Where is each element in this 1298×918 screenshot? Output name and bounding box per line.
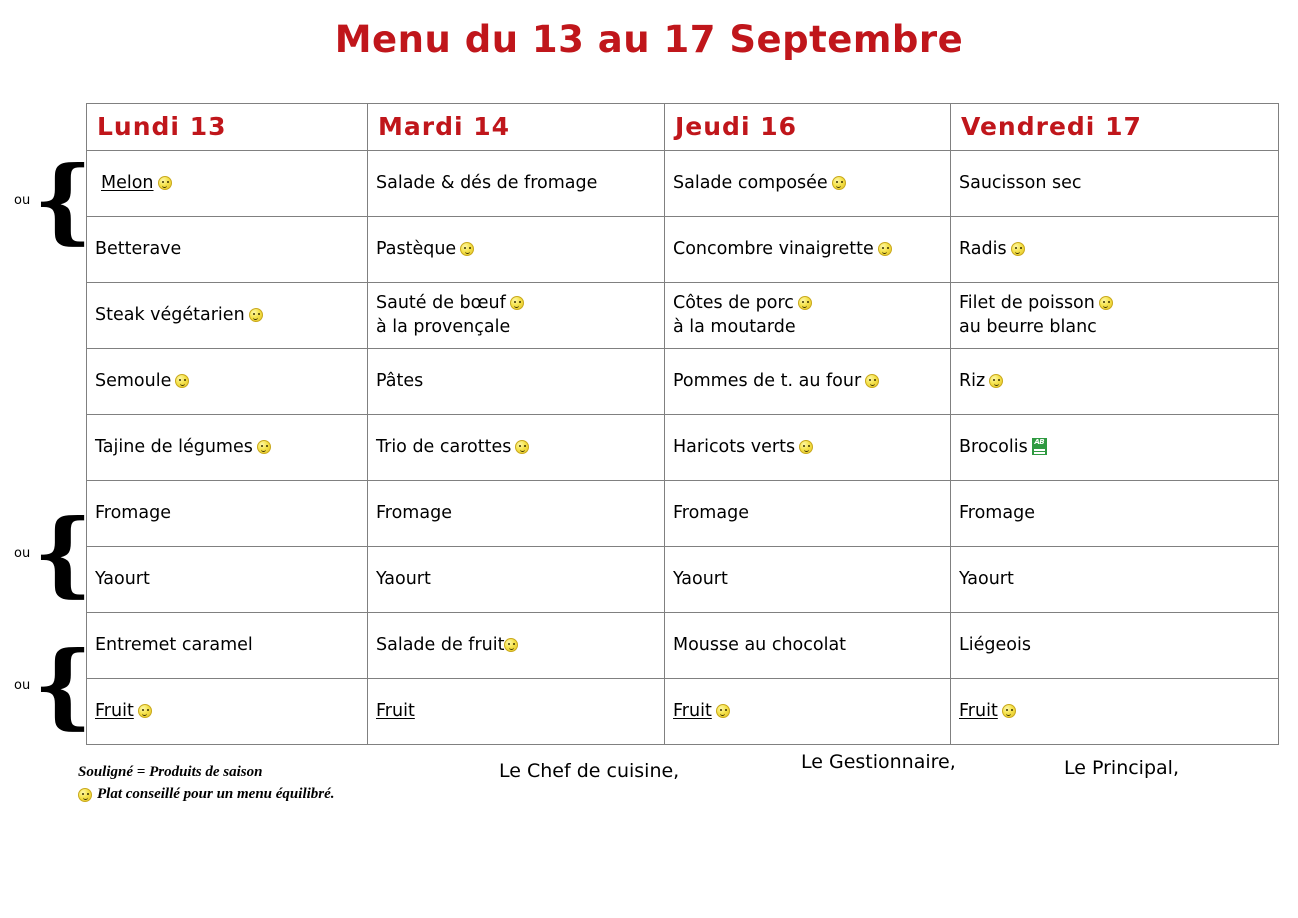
menu-cell — [87, 679, 368, 745]
menu-item-line — [673, 238, 942, 262]
menu-item-line — [95, 568, 359, 592]
menu-item-line — [959, 292, 1270, 316]
smiley-icon — [798, 296, 812, 310]
menu-cell — [368, 679, 665, 745]
menu-item-line — [959, 634, 1270, 658]
menu-item-line — [673, 370, 942, 394]
smiley-icon — [515, 440, 529, 454]
ab-organic-logo-icon: AB — [1032, 438, 1047, 455]
curly-brace-icon: { — [33, 631, 93, 739]
smiley-icon — [249, 308, 263, 322]
menu-table — [86, 103, 1279, 745]
menu-item-text: Fromage — [959, 502, 1035, 523]
menu-item-line — [673, 634, 942, 658]
menu-cell — [951, 415, 1279, 481]
menu-cell — [87, 415, 368, 481]
ou-brace-entrees — [14, 146, 93, 254]
menu-cell — [665, 349, 951, 415]
menu-table-body — [87, 151, 1279, 745]
menu-item-line — [376, 634, 656, 658]
menu-row-entree-2 — [87, 217, 1279, 283]
ou-label: ou — [14, 193, 31, 209]
legend-line-souligne — [78, 762, 335, 784]
menu-cell — [87, 547, 368, 613]
menu-row-laitage-2 — [87, 547, 1279, 613]
menu-item-line — [95, 502, 359, 526]
menu-cell — [368, 151, 665, 217]
ou-label: ou — [14, 678, 31, 694]
menu-item-line — [376, 316, 656, 340]
menu-item-line — [376, 292, 656, 316]
menu-item-line — [376, 568, 656, 592]
menu-cell — [368, 283, 665, 349]
menu-item-text: Saucisson sec — [959, 172, 1082, 193]
menu-item-line — [959, 568, 1270, 592]
menu-row-entree-1 — [87, 151, 1279, 217]
smiley-icon — [460, 242, 474, 256]
smiley-icon — [158, 176, 172, 190]
menu-cell — [87, 283, 368, 349]
smiley-icon — [175, 374, 189, 388]
menu-cell — [368, 613, 665, 679]
column-header-vendredi: Vendredi 17 — [951, 104, 1279, 151]
column-header-mardi: Mardi 14 — [368, 104, 665, 151]
menu-table-container — [86, 103, 1278, 745]
menu-item-line — [673, 436, 942, 460]
smiley-icon — [799, 440, 813, 454]
menu-item-line — [376, 700, 656, 724]
menu-item-text: Pastèque — [376, 238, 457, 259]
menu-item-text: Yaourt — [95, 568, 150, 589]
menu-item-line — [95, 304, 359, 328]
menu-item-text: Salade & dés de fromage — [376, 172, 598, 193]
legend — [78, 762, 335, 806]
smiley-icon — [504, 638, 518, 652]
menu-cell — [951, 613, 1279, 679]
menu-item-line — [376, 436, 656, 460]
menu-cell — [951, 151, 1279, 217]
menu-item-text: au beurre blanc — [959, 316, 1097, 337]
smiley-icon — [257, 440, 271, 454]
menu-cell — [368, 547, 665, 613]
menu-item-text: Yaourt — [673, 568, 728, 589]
menu-item-text: Entremet caramel — [95, 634, 253, 655]
menu-cell — [665, 481, 951, 547]
ou-brace-desserts — [14, 631, 93, 739]
signature-principal: Le Principal, — [1064, 757, 1179, 779]
menu-item-text: Mousse au chocolat — [673, 634, 847, 655]
smiley-icon — [1099, 296, 1113, 310]
menu-item-text: Radis — [959, 238, 1007, 259]
menu-cell — [951, 679, 1279, 745]
menu-item-line — [95, 436, 359, 460]
menu-item-line — [95, 700, 359, 724]
menu-cell — [368, 349, 665, 415]
smiley-icon — [1002, 704, 1016, 718]
menu-row-legume — [87, 415, 1279, 481]
legend-smiley-text: Plat conseillé pour un menu équilibré. — [97, 785, 335, 802]
menu-item-line — [376, 238, 656, 262]
menu-cell — [951, 547, 1279, 613]
menu-item-line — [95, 370, 359, 394]
menu-cell — [87, 217, 368, 283]
menu-cell — [665, 679, 951, 745]
menu-item-text: Fromage — [673, 502, 749, 523]
menu-item-line — [959, 436, 1270, 460]
menu-item-line — [673, 172, 942, 196]
smiley-icon — [832, 176, 846, 190]
menu-item-line — [673, 568, 942, 592]
menu-item-text: Filet de poisson — [959, 292, 1095, 313]
menu-item-text: Liégeois — [959, 634, 1031, 655]
page-title: Menu du 13 au 17 Septembre — [334, 18, 964, 61]
menu-item-line — [673, 316, 942, 340]
menu-item-text: Fruit — [376, 700, 415, 721]
smiley-icon — [716, 704, 730, 718]
column-header-jeudi: Jeudi 16 — [665, 104, 951, 151]
curly-brace-icon: { — [33, 499, 93, 607]
menu-item-text: Steak végétarien — [95, 304, 245, 325]
menu-item-text: à la moutarde — [673, 316, 796, 337]
ou-label: ou — [14, 546, 31, 562]
menu-cell — [665, 283, 951, 349]
menu-item-text: Trio de carottes — [376, 436, 512, 457]
menu-cell — [665, 547, 951, 613]
menu-cell — [951, 349, 1279, 415]
menu-item-text: Yaourt — [959, 568, 1014, 589]
menu-item-line — [673, 700, 942, 724]
menu-row-plat — [87, 283, 1279, 349]
smiley-icon — [989, 374, 1003, 388]
menu-item-text: Riz — [959, 370, 986, 391]
menu-cell — [951, 481, 1279, 547]
menu-item-text: Fromage — [95, 502, 171, 523]
menu-row-feculent — [87, 349, 1279, 415]
menu-item-line — [376, 172, 656, 196]
column-header-lundi: Lundi 13 — [87, 104, 368, 151]
smiley-icon — [510, 296, 524, 310]
menu-item-text: Pommes de t. au four — [673, 370, 862, 391]
menu-cell — [368, 481, 665, 547]
menu-item-text: Salade composée — [673, 172, 828, 193]
menu-item-line — [376, 502, 656, 526]
menu-item-text: Haricots verts — [673, 436, 796, 457]
menu-item-line — [673, 502, 942, 526]
menu-cell — [87, 349, 368, 415]
menu-cell — [87, 481, 368, 547]
menu-item-line — [673, 292, 942, 316]
menu-cell — [665, 151, 951, 217]
menu-item-text: Brocolis — [959, 436, 1028, 457]
legend-souligne-text: Souligné = Produits de saison — [78, 764, 263, 780]
menu-cell — [368, 415, 665, 481]
menu-row-laitage-1 — [87, 481, 1279, 547]
ou-brace-laitages — [14, 499, 93, 607]
menu-item-text: Pâtes — [376, 370, 424, 391]
menu-cell — [665, 217, 951, 283]
menu-item-text: Fruit — [959, 700, 998, 721]
smiley-icon — [865, 374, 879, 388]
menu-cell — [951, 217, 1279, 283]
table-header-row — [87, 104, 1279, 151]
menu-item-text: à la provençale — [376, 316, 511, 337]
menu-cell — [87, 151, 368, 217]
menu-cell — [87, 613, 368, 679]
menu-cell — [951, 283, 1279, 349]
smiley-icon — [878, 242, 892, 256]
menu-item-text: Salade de fruit — [376, 634, 505, 655]
menu-item-text: Côtes de porc — [673, 292, 794, 313]
menu-cell — [665, 415, 951, 481]
menu-item-line — [959, 700, 1270, 724]
menu-item-line — [959, 370, 1270, 394]
menu-item-line — [95, 238, 359, 262]
menu-cell — [665, 613, 951, 679]
menu-item-text: Yaourt — [376, 568, 431, 589]
menu-item-text: Betterave — [95, 238, 182, 259]
menu-item-text: Melon — [101, 172, 154, 193]
menu-item-text: Concombre vinaigrette — [673, 238, 874, 259]
signature-gestionnaire: Le Gestionnaire, — [801, 751, 956, 773]
curly-brace-icon: { — [33, 146, 93, 254]
menu-item-text: Sauté de bœuf — [376, 292, 506, 313]
menu-item-text: Tajine de légumes — [95, 436, 253, 457]
menu-item-text: Semoule — [95, 370, 172, 391]
menu-row-dessert-2 — [87, 679, 1279, 745]
menu-item-line — [959, 238, 1270, 262]
menu-item-line — [959, 172, 1270, 196]
menu-item-text: Fruit — [673, 700, 712, 721]
menu-item-line — [95, 172, 359, 196]
menu-item-text: Fruit — [95, 700, 134, 721]
menu-row-dessert-1 — [87, 613, 1279, 679]
legend-line-smiley — [78, 784, 335, 806]
smiley-icon — [138, 704, 152, 718]
menu-item-text: Fromage — [376, 502, 452, 523]
menu-cell — [368, 217, 665, 283]
menu-item-line — [376, 370, 656, 394]
smiley-icon — [78, 788, 92, 802]
menu-item-line — [959, 502, 1270, 526]
signature-chef-de-cuisine: Le Chef de cuisine, — [499, 760, 680, 782]
smiley-icon — [1011, 242, 1025, 256]
menu-item-line — [95, 634, 359, 658]
menu-item-line — [959, 316, 1270, 340]
